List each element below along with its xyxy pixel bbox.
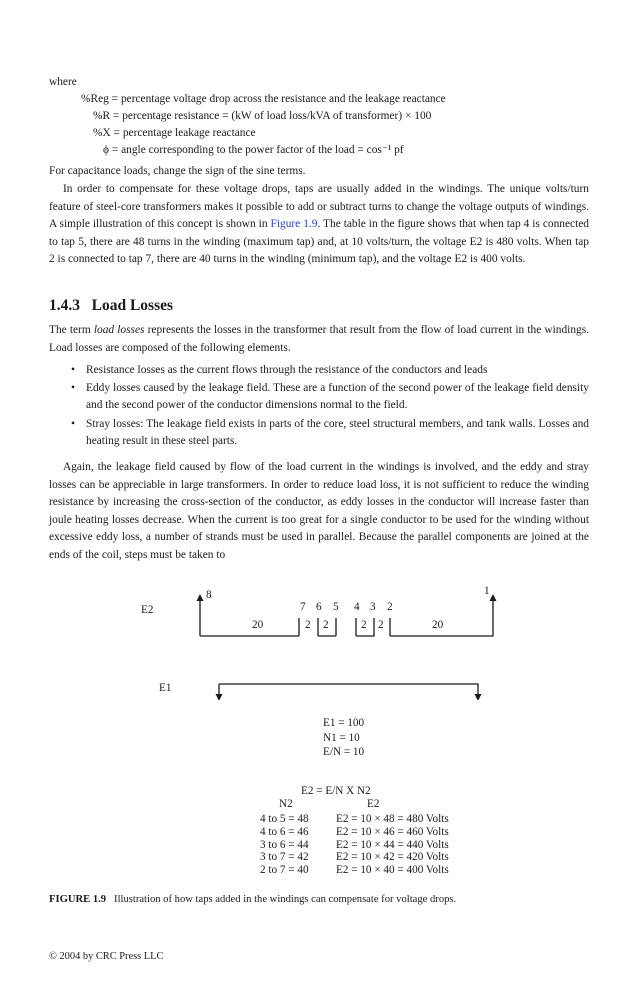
section-title: Load Losses xyxy=(91,297,174,314)
table-cell: 4 to 6 = 46 xyxy=(260,825,309,838)
list-item: • Stray losses: The leakage field exists in parts of the core, steel structural members, and tank walls. Losses and heating result in these steel parts. xyxy=(71,416,589,450)
definition-reg: %Reg = percentage voltage drop across the resistance and the leakage reactance xyxy=(81,93,446,105)
e1-label: E1 xyxy=(159,682,172,694)
paragraph-taps xyxy=(49,181,589,269)
definition-r: %R = percentage resistance = (kW of load loss/kVA of transformer) × 100 xyxy=(93,110,432,122)
section-heading xyxy=(49,297,173,315)
e2-column-header: E2 xyxy=(367,798,380,810)
n2-column-header: N2 xyxy=(279,798,293,810)
figure-1-9-link[interactable]: Figure 1.9 xyxy=(270,218,318,231)
paragraph-capacitance: For capacitance loads, change the sign of the sine terms. xyxy=(49,165,306,177)
winding-diagram xyxy=(0,580,638,700)
turns-label: 2 xyxy=(323,619,329,631)
turns-label: 2 xyxy=(305,619,311,631)
table-cell: 4 to 5 = 48 xyxy=(260,813,309,825)
table-cell: E2 = 10 × 44 = 440 Volts xyxy=(336,838,449,851)
tap-6-label: 6 xyxy=(316,601,322,613)
table-cell: E2 = 10 × 46 = 460 Volts xyxy=(336,825,449,838)
n1-value: N1 = 10 xyxy=(323,731,360,744)
turns-right-label: 20 xyxy=(432,619,444,631)
tap-8-arrow xyxy=(197,594,204,601)
list-item: • Resistance losses as the current flows through the resistance of the conductors and leads xyxy=(71,362,589,379)
table-cell: E2 = 10 × 48 = 480 Volts xyxy=(336,813,449,825)
definition-phi: ϕ = angle corresponding to the power factor of the load = cos⁻¹ pf xyxy=(103,144,404,156)
where-label: where xyxy=(49,76,77,88)
load-losses-text-a: The term xyxy=(49,324,94,336)
copyright-footer: © 2004 by CRC Press LLC xyxy=(49,951,164,962)
tap-1-arrow xyxy=(490,594,497,601)
figure-caption xyxy=(49,894,456,905)
e2-label: E2 xyxy=(141,604,154,616)
tap-4-label: 4 xyxy=(354,601,360,613)
loss-elements-list xyxy=(71,362,589,451)
winding-e2-left-segment xyxy=(200,618,299,636)
e1-right-arrow xyxy=(475,694,482,700)
e1-value: E1 = 100 xyxy=(323,717,365,729)
turns-left-label: 20 xyxy=(252,619,264,631)
table-cell: 3 to 6 = 44 xyxy=(260,838,309,851)
table-cell: E2 = 10 × 40 = 400 Volts xyxy=(336,864,449,877)
e1-values xyxy=(323,716,364,760)
table-cell: 3 to 7 = 42 xyxy=(260,851,309,864)
figure-caption-text: Illustration of how taps added in the windings can compensate for voltage drops. xyxy=(114,894,457,905)
en-value: E/N = 10 xyxy=(323,746,365,758)
paragraph-load-losses xyxy=(49,322,589,357)
tap-8-label: 8 xyxy=(206,589,212,601)
table-cell: E2 = 10 × 42 = 420 Volts xyxy=(336,851,449,864)
turns-label: 2 xyxy=(378,619,384,631)
paragraph-eddy: Again, the leakage field caused by flow of the load current in the windings is involved, and the eddy and stray losses can be appreciable in large transformers. In order to reduce load loss, it is not sufficient to reduce the winding resistance by increasing the cross-section of the conductor, as eddy losses in the conductor will increase faster than joule heating losses decrease. When the current is too great for a single conductor to be used for the winding without excessive eddy loss, a number of strands must be used in parallel. Because the parallel components are joined at the ends of the coil, steps must be taken to xyxy=(49,461,589,561)
list-item: • Eddy losses caused by the leakage field. These are a function of the second power of the leakage field density and the second power of the conductor dimensions normal to the field. xyxy=(71,380,589,414)
load-losses-term: load losses xyxy=(93,324,145,336)
paragraph-taps-text-a: In order to compensate for these voltage drops, taps are usually added in the windings. The unique volts/turn feature of steel-core transformers makes it possible to add or subtract turns to change the voltage outputs of windings. A simple illustration of this concept is shown in xyxy=(49,183,589,231)
tap-3-label: 3 xyxy=(370,601,376,613)
tap-5-label: 5 xyxy=(333,601,339,613)
definition-x: %X = percentage leakage reactance xyxy=(93,127,256,139)
tap-2-label: 2 xyxy=(387,601,393,613)
table-cell: 2 to 7 = 40 xyxy=(260,864,309,877)
figure-caption-label: FIGURE 1.9 xyxy=(49,894,107,905)
paragraph-taps-text-b: . The table in the figure shows that when tap 4 is connected to tap 5, there are 48 turns in the winding (maximum tap) and, at 10 volts/turn, the voltage E2 is 480 volts. When tap 2 is connected to tap 7, there are 40 turns in the winding (minimum tap), and the voltage E2 is 400 volts. xyxy=(49,218,589,266)
n2-column xyxy=(260,813,309,877)
winding-e1 xyxy=(219,684,478,697)
tap-1-label: 1 xyxy=(484,585,490,597)
load-losses-text-b: represents the losses in the transformer that result from the flow of load current in the windings. Load losses are composed of the following elements. xyxy=(49,324,590,354)
turns-label: 2 xyxy=(361,619,367,631)
e2-formula: E2 = E/N X N2 xyxy=(301,785,371,797)
tap-7-label: 7 xyxy=(300,601,306,613)
section-number: 1.4.3 xyxy=(49,297,80,314)
e1-left-arrow xyxy=(216,694,223,700)
e2-column xyxy=(336,813,449,877)
